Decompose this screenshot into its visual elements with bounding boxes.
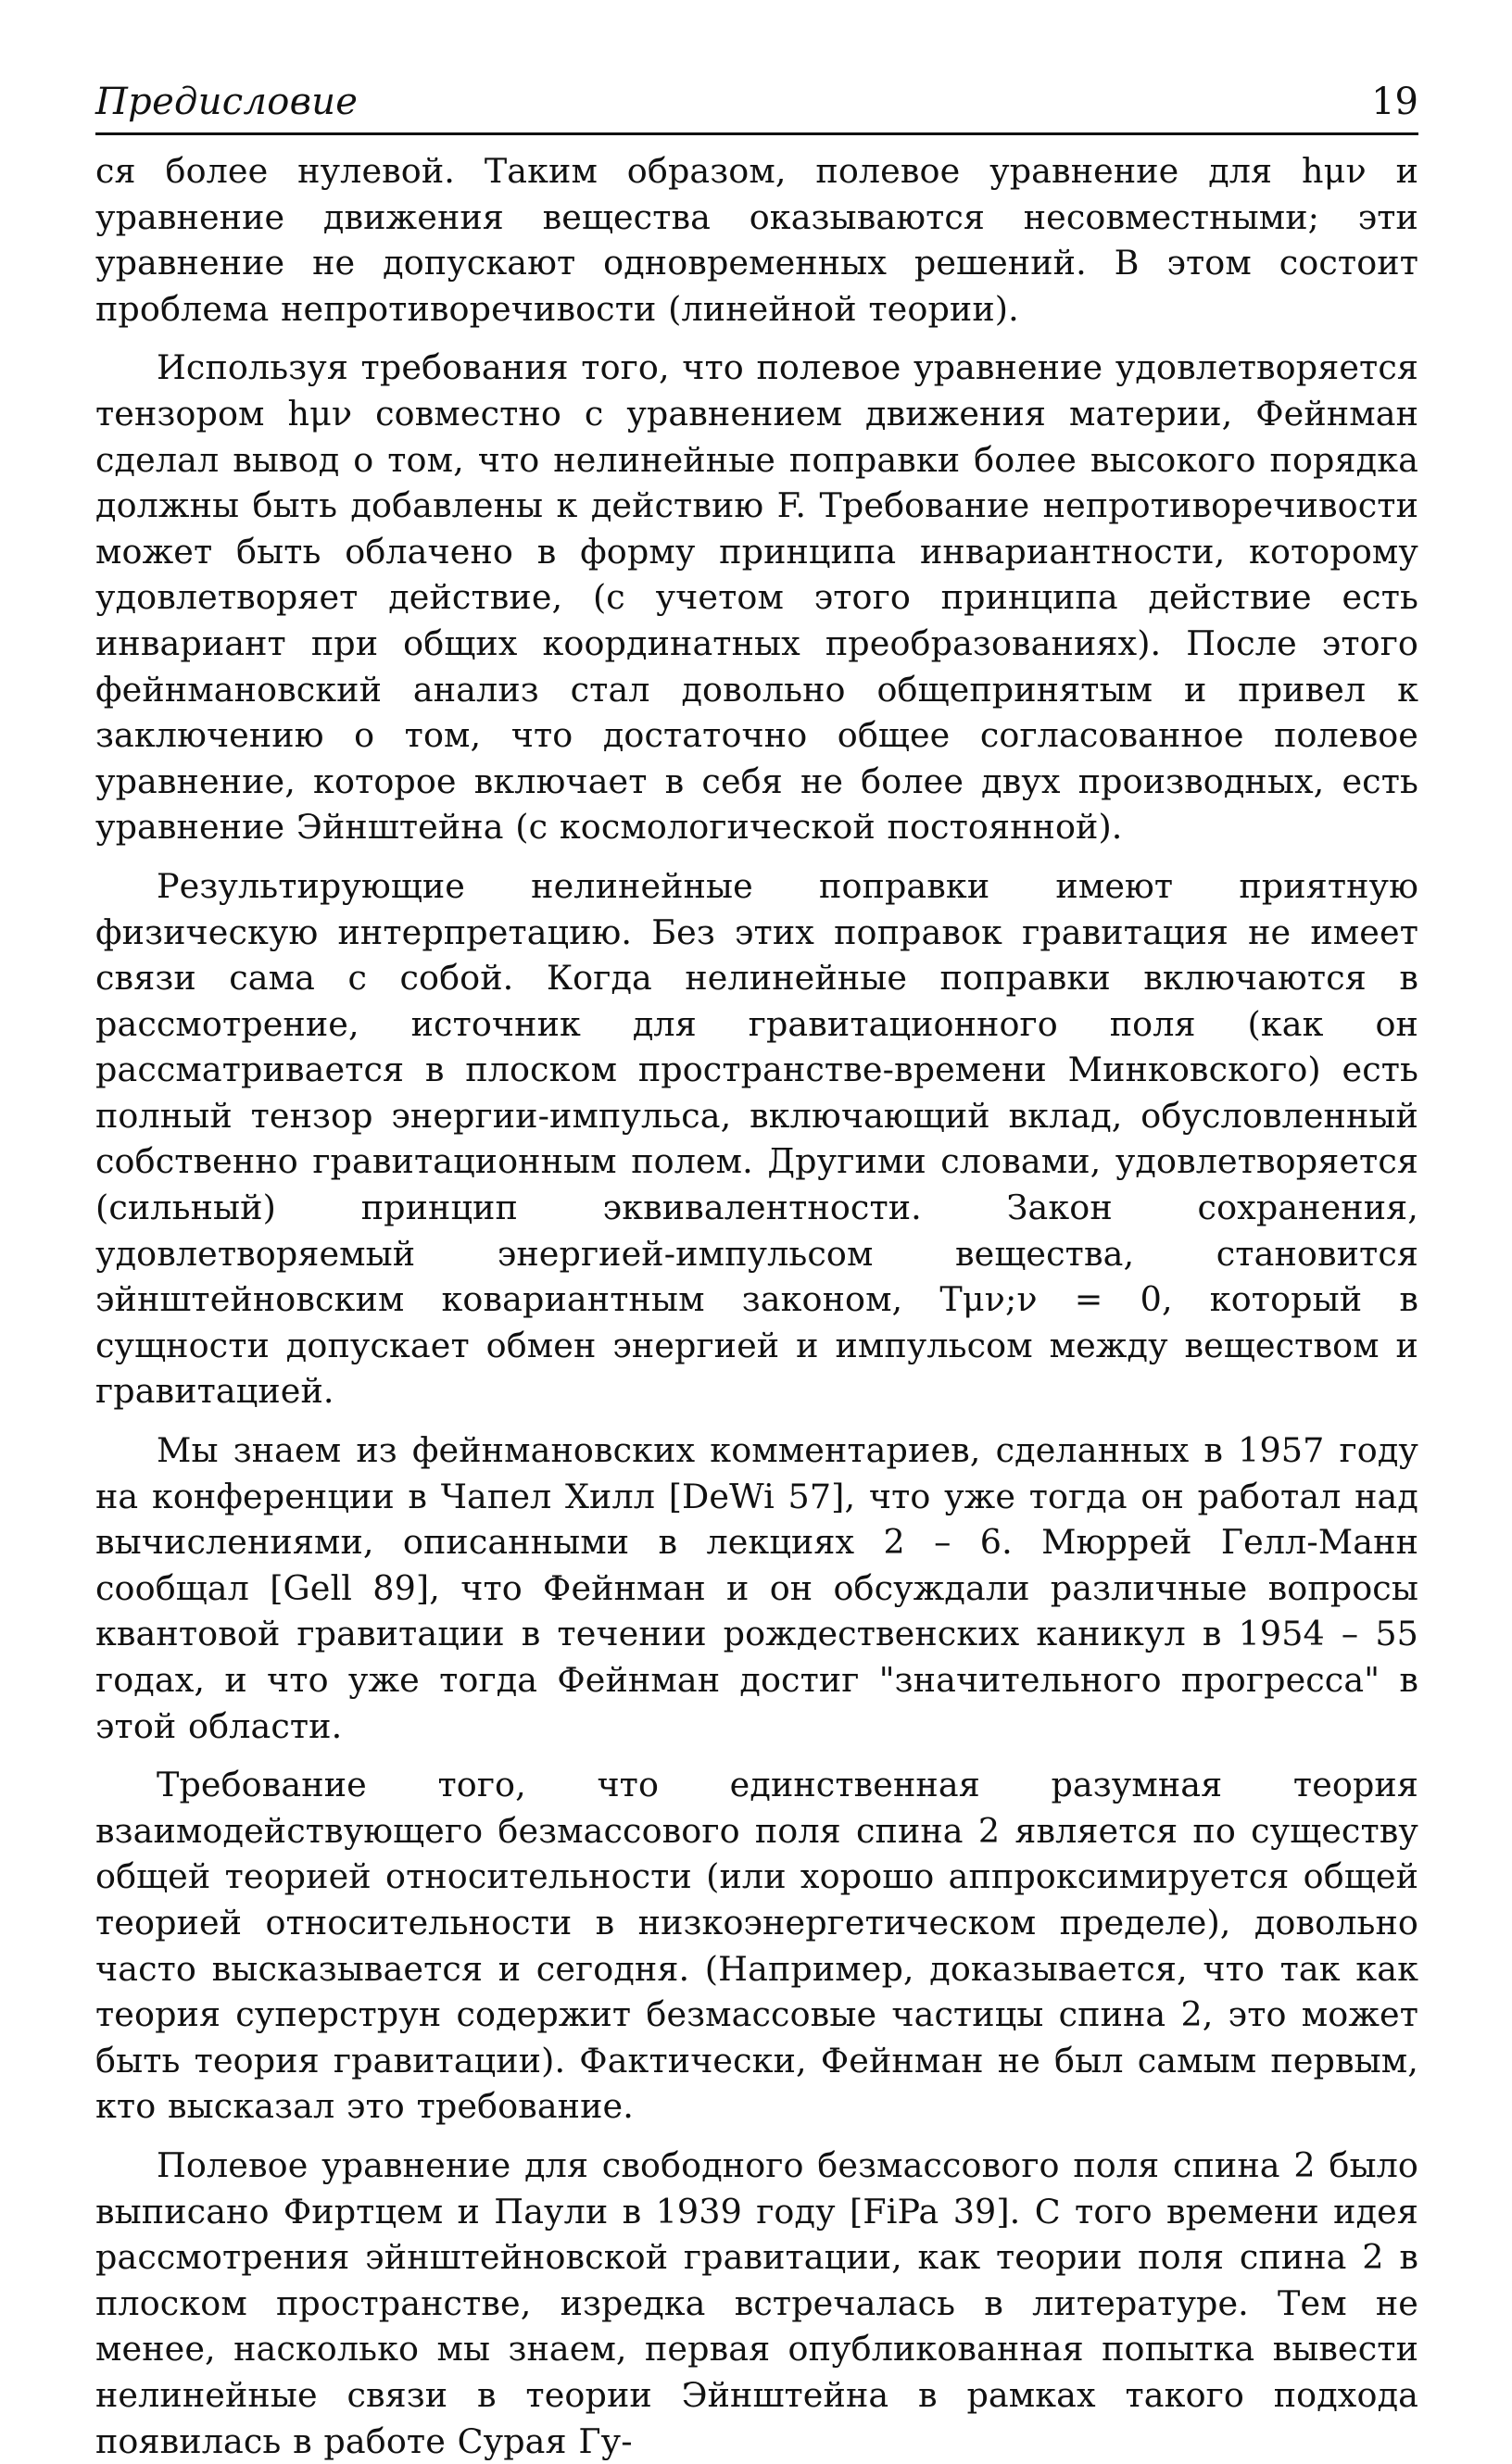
paragraph-3: Результирующие нелинейные поправки имеют приятную физическую интерпретацию. Без этих поправок гравитация не имеет связи сама с собой. Когда нелинейные поправки включаются в рассмотрение, источник для гравитационного поля (как он рассматривается в плоском пространстве-времени Минковского) есть полный тензор энергии-импульса, включающий вклад, обусловленный собственно гравитационным полем. Другими словами, удовлетворяется (сильный) принцип эквивалентности. Закон сохранения, удовлетворяемый энергией-импульсом вещества, становится эйнштейновским ковариантным законом, Tμν;ν = 0, который в сущности допускает обмен энергией и импульсом между веществом и гравитацией. bbox=[95, 865, 1418, 1412]
page-number: 19 bbox=[1371, 81, 1418, 123]
document-page bbox=[95, 79, 1418, 2464]
paragraph-5: Требование того, что единственная разумная теория взаимодействующего безмассового поля спина 2 является по существу общей теорией относительности (или хорошо аппроксимируется общей теорией относительности в низкоэнергетическом пределе), довольно часто высказывается и сегодня. (Например, доказывается, что так как теория суперструн содержит безмассовые частицы спина 2, это может быть теория гравитации). Фактически, Фейнман не был самым первым, кто высказал это требование. bbox=[95, 1765, 1418, 2127]
paragraph-2: Используя требования того, что полевое уравнение удовлетворяется тензором hμν совместно с уравнением движения материи, Фейнман сделал вывод о том, что нелинейные поправки более высокого порядка должны быть добавлены к действию F. Требование непротиворечивости может быть облачено в форму принципа инвариантности, которому удовлетворяет действие, (с учетом этого принципа действие есть инвариант при общих координатных преобразованиях). После этого фейнмановский анализ стал довольно общепринятым и привел к заключению о том, что достаточно общее согласованное полевое уравнение, которое включает в себя не более двух производных, есть уравнение Эйнштейна (с космологической постоянной). bbox=[95, 347, 1418, 848]
header-title: Предисловие bbox=[95, 81, 359, 123]
paragraph-6: Полевое уравнение для свободного безмассового поля спина 2 было выписано Фиртцем и Паули в 1939 году [FiPa 39]. С того времени идея рассмотрения эйнштейновской гравитации, как теории поля спина 2 в плоском пространстве, изредка встречалась в литературе. Тем не менее, насколько мы знаем, первая опубликованная попытка вывести нелинейные связи в теории Эйнштейна в рамках такого подхода появилась в работе Сурая Гу- bbox=[95, 2144, 1418, 2461]
paragraph-1: ся более нулевой. Таким образом, полевое уравнение для hμν и уравнение движения вещества оказываются несовместными; эти уравнение не допускают одновременных решений. В этом состоит проблема непротиворечивости (линейной теории). bbox=[95, 151, 1418, 329]
running-header bbox=[95, 79, 1418, 135]
body-text bbox=[95, 148, 1418, 2464]
paragraph-4: Мы знаем из фейнмановских комментариев, сделанных в 1957 году на конференции в Чапел Хилл [DeWi 57], что уже тогда он работал над вычислениями, описанными в лекциях 2 – 6. Мюррей Гелл-Манн сообщал [Gell 89], что Фейнман и он обсуждали различные вопросы квантовой гравитации в течении рождественских каникул в 1954 – 55 годах, и что уже тогда Фейнман достиг "значительного прогресса" в этой области. bbox=[95, 1430, 1418, 1746]
